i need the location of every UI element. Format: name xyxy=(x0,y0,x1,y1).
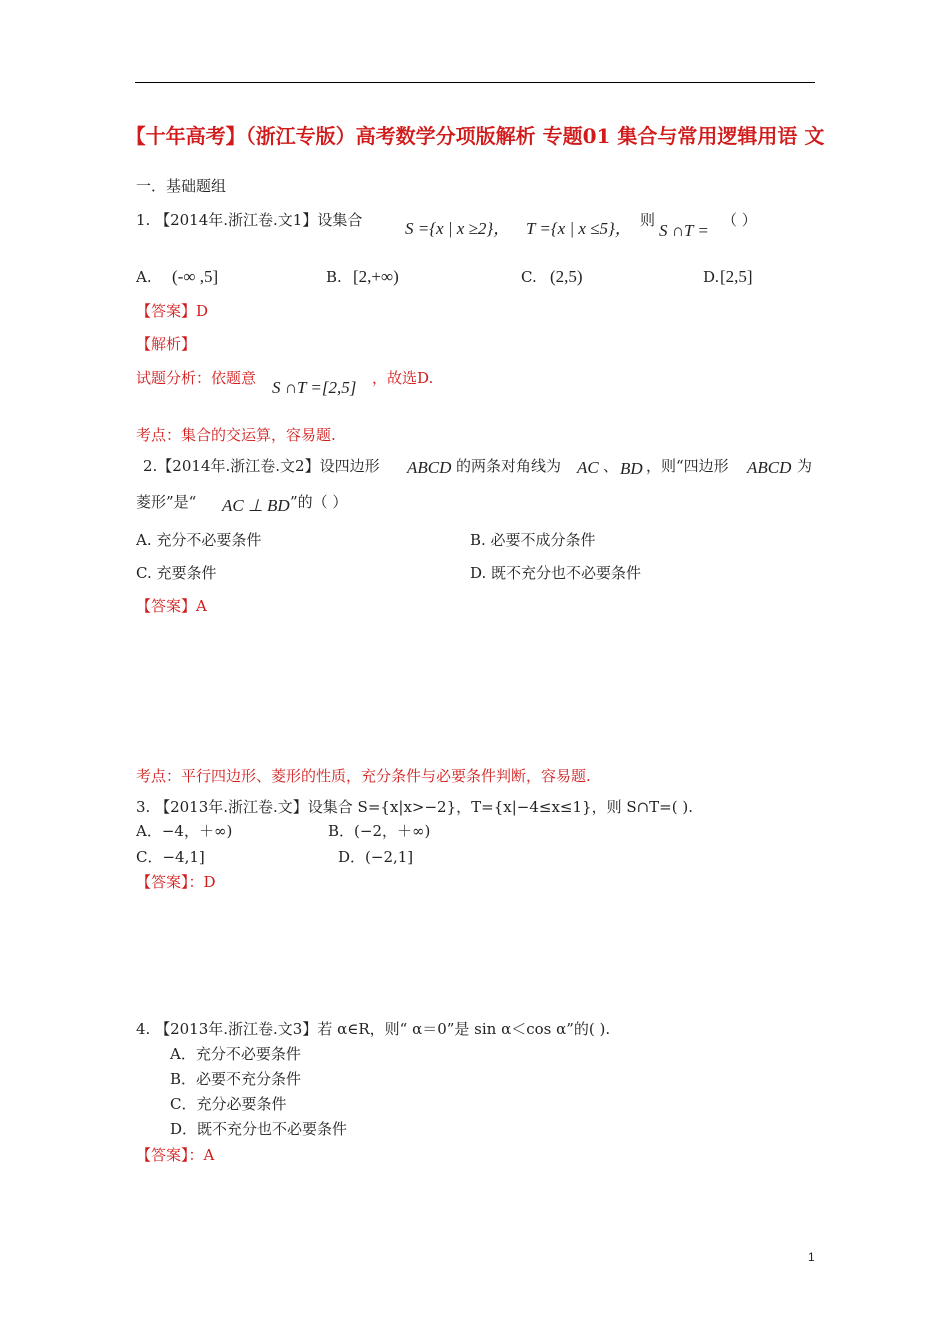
q1-set-s: S ={x | x ≥2}， xyxy=(405,219,511,238)
section-heading: 一．基础题组 xyxy=(136,177,227,195)
q1-knowledge-point: 考点：集合的交运算，容易题. xyxy=(136,426,336,444)
q2-stem-line2-part2: ”的（ ） xyxy=(290,493,348,511)
q4-option-c: C．充分必要条件 xyxy=(170,1095,287,1113)
document-title: 【十年高考】（浙江专版）高考数学分项版解析 专题01 集合与常用逻辑用语 文 xyxy=(125,124,825,148)
q1-answer: 【答案】D xyxy=(136,302,209,320)
q1-then: 则 xyxy=(640,211,656,229)
q2-option-d: D. 既不充分也不必要条件 xyxy=(470,564,642,582)
header-rule xyxy=(135,82,815,83)
q1-option-b-label: B. xyxy=(326,268,342,286)
q3-stem: 3. 【2013年.浙江卷.文】设集合 S={x|x>−2}，T={x|−4≤x≤1}，则 S∩T=( ). xyxy=(136,798,693,816)
q1-option-a: (-∞ ,5] xyxy=(172,267,219,286)
q1-stem: 1. 【2014年.浙江卷.文1】设集合 xyxy=(136,211,363,229)
q1-option-c: (2,5) xyxy=(550,267,583,286)
q1-set-t: T ={x | x ≤5}， xyxy=(526,219,632,238)
q4-answer: 【答案】：A xyxy=(136,1146,215,1164)
q1-option-b: [2,+∞) xyxy=(353,267,399,286)
q2-option-b: B. 必要不成分条件 xyxy=(470,531,596,549)
q4-option-b: B．必要不充分条件 xyxy=(170,1070,302,1088)
q3-option-a: A．−4，＋∞) xyxy=(136,822,233,840)
q1-option-d-label: D. xyxy=(703,268,720,286)
q1-analysis-math: S ∩T =[2,5] xyxy=(272,378,357,397)
q2-math-abcd-2: ABCD xyxy=(747,458,792,477)
page-number: 1 xyxy=(808,1250,815,1264)
q2-math-ac: AC xyxy=(577,458,599,477)
q1-option-a-label: A. xyxy=(136,268,152,286)
q2-math-perpendicular: AC ⊥ BD xyxy=(222,496,290,515)
q1-analysis-conclusion: ，故选D. xyxy=(372,369,434,387)
q3-answer: 【答案】：D xyxy=(136,873,216,891)
q2-stem-part4: 为 xyxy=(797,457,813,475)
q2-stem-part1: 2.【2014年.浙江卷.文2】设四边形 xyxy=(143,457,380,475)
q3-option-c: C．−4,1] xyxy=(136,848,205,866)
q1-expr: S ∩T = xyxy=(659,221,709,240)
q2-stem-line2-part1: 菱形”是“ xyxy=(136,493,197,511)
q2-stem-part2: 的两条对角线为 xyxy=(456,457,562,475)
q1-paren: （ ） xyxy=(722,211,757,229)
q1-analysis-text: 试题分析：依题意 xyxy=(136,369,257,387)
q4-option-a: A．充分不必要条件 xyxy=(170,1045,301,1063)
q3-option-b: B．(−2，＋∞) xyxy=(328,822,431,840)
q1-option-c-label: C. xyxy=(521,268,537,286)
q1-analysis-label: 【解析】 xyxy=(136,335,197,353)
q4-stem: 4. 【2013年.浙江卷.文3】若 α∈R，则“ α＝0”是 sin α＜cos α”的( ). xyxy=(136,1020,611,1038)
q2-stem-part3: ，则“四边形 xyxy=(646,457,729,475)
q2-answer: 【答案】A xyxy=(136,597,207,615)
q2-knowledge-point: 考点：平行四边形、菱形的性质，充分条件与必要条件判断，容易题. xyxy=(136,767,591,785)
q3-option-d: D．(−2,1] xyxy=(338,848,414,866)
q2-math-abcd: ABCD xyxy=(407,458,452,477)
q2-option-a: A. 充分不必要条件 xyxy=(136,531,262,549)
q2-option-c: C. 充要条件 xyxy=(136,564,217,582)
q4-option-d: D．既不充分也不必要条件 xyxy=(170,1120,348,1138)
q1-option-d: [2,5] xyxy=(720,267,753,286)
q2-stem-sep: 、 xyxy=(603,457,619,475)
q2-math-bd: BD xyxy=(620,459,643,478)
